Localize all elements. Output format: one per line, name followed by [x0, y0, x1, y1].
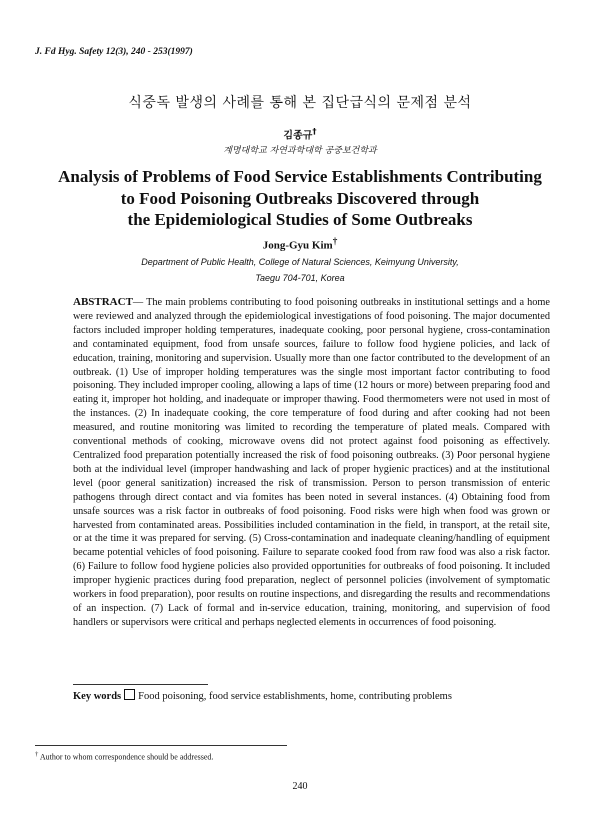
footnote — [35, 751, 213, 762]
abstract-text: The main problems contributing to food poisoning outbreaks in institutional settings and a home were reviewed and analyzed through the epidemiological investigations of food poisoning. The major documented factors included improper holding temperatures, inadequate cooking, poor personal hygiene, cross-contamination and contaminated equipment, food from unsafe sources, failure to follow food hygiene policies, and lack of education, training, monitoring and supervision. Usually more than one factor contributed to the development of an outbreak. (1) Use of improper holding temperatures was the single most important factor contributing to food poisoning. They included improper cooling, allowing a laps of time (12 hours or more) between preparing food and eating it, improper hot holding, and inadequate or improper thawing. Food thermometers were not used in most of the instances. (2) In inadequate cooking, the core temperature of food during and after cooking had not been measured, and routine monitoring was limited to recording the temperature of plated meals. Compared with conventional methods of cooking, microwave ovens did not protect against food poisoning as effectively. Centralized food preparation potentially increased the risk of food poisoning outbreaks. (3) Poor personal hygiene both at the individual level (improper handwashing and lack of proper hygienic practices) and at the institutional level (poor general sanitization) increased the risk of transmission. Person to person transmission of enteric pathogens through direct contact and via fomites has been noted in several instances. (4) Obtaining food from unsafe sources was a risk factor in outbreaks of food poisoning. Food risks were high when food was grown or harvested from contaminated areas. Possibilities included contamination in the field, in transport, at the retail site, or at the time it was prepared for serving. (5) Cross-contamination and inadequate cleaning/handling of equipment became potential vehicles of food poisoning. Failure to separate cooked food from raw food was also a risk factor. (6) Failure to follow food hygiene policies also provided opportunities for outbreaks of food poisoning. It included improper hygienic practices during food preparation, neglect of personnel policies (involvement of symptomatic workers in food preparation), poor results on routine inspections, and disregarding the results and recommendations of an inspection. (7) Lack of formal and in-service education, training, monitoring, and supervision of food handlers or supervisors were critical and perhaps neglected elements in occurrences of food poisoning. — [73, 297, 550, 628]
english-title-line: to Food Poisoning Outbreaks Discovered through — [120, 188, 480, 208]
abstract-dash: — — [132, 297, 144, 308]
korean-title: 식중독 발생의 사례를 통해 본 집단급식의 문제점 분석 — [128, 95, 472, 111]
footnote-mark: † — [35, 751, 39, 758]
journal-citation: J. Fd Hyg. Safety 12(3), 240 - 253(1997) — [35, 47, 193, 57]
footnote-text: Author to whom correspondence should be addressed. — [39, 752, 214, 762]
korean-author-mark: † — [312, 126, 317, 136]
english-author-name: Jong-Gyu Kim — [262, 239, 333, 252]
korean-author-name: 김종규 — [283, 130, 313, 142]
korean-affiliation: 계명대학교 자연과학대학 공중보건학과 — [223, 146, 377, 156]
keywords-label: Key words — [73, 691, 122, 702]
page-number: 240 — [292, 781, 308, 792]
english-affiliation — [0, 254, 600, 286]
keywords-divider — [73, 684, 208, 685]
english-title-line: Analysis of Problems of Food Service Establishments Contributing — [58, 167, 542, 186]
english-title — [20, 166, 580, 231]
square-box-icon — [124, 689, 135, 700]
abstract-label: ABSTRACT — [73, 296, 133, 308]
abstract — [73, 296, 550, 630]
korean-author — [0, 126, 600, 141]
affiliation-line: Department of Public Health, College of Natural Sciences, Keimyung University, — [141, 257, 459, 267]
english-author-mark: † — [332, 236, 338, 246]
footnote-divider — [35, 745, 287, 746]
keywords-text: Food poisoning, food service establishments, home, contributing problems — [138, 691, 452, 702]
keywords — [73, 689, 553, 702]
affiliation-line: Taegu 704-701, Korea — [255, 273, 345, 283]
english-author — [0, 236, 600, 252]
english-title-line: the Epidemiological Studies of Some Outbreaks — [127, 210, 473, 229]
